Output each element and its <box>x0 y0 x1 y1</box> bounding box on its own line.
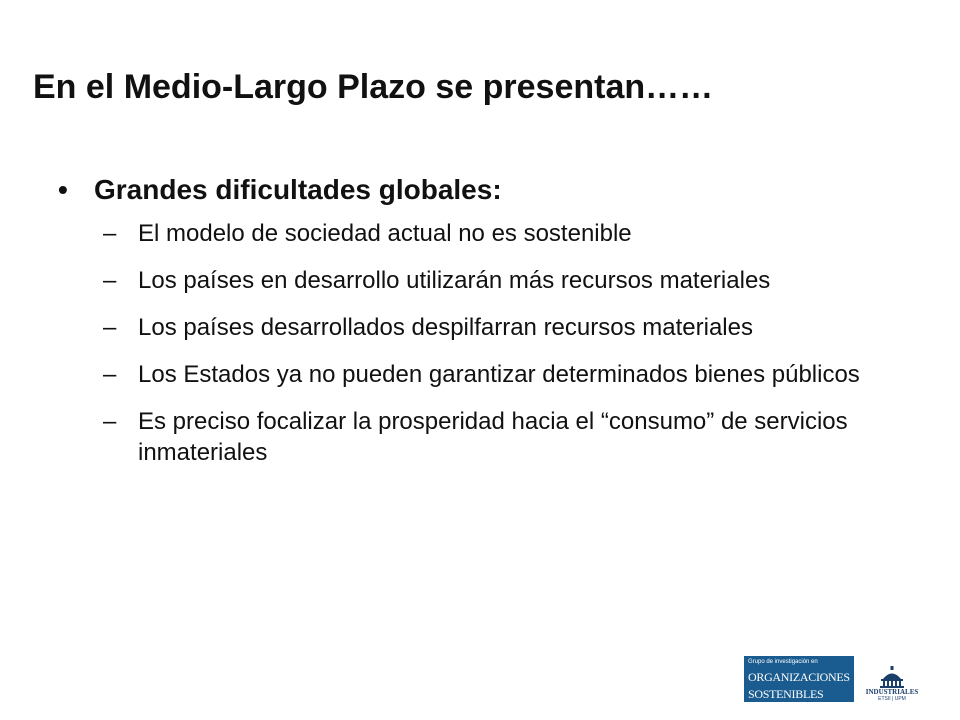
industriales-logo <box>858 656 926 702</box>
dash-marker: – <box>103 408 117 435</box>
bullet-block <box>58 174 878 484</box>
sub-bullet-list <box>58 218 878 468</box>
sub-bullet-item <box>103 406 863 468</box>
logo-org-subtitle: Grupo de investigación en <box>748 659 818 665</box>
slide-title: En el Medio-Largo Plazo se presentan…… <box>33 68 714 106</box>
bullet-dot: • <box>58 174 68 205</box>
main-bullet <box>58 174 878 206</box>
dash-marker: – <box>103 267 117 294</box>
sub-bullet-item <box>103 312 863 343</box>
logo-ind-subtitle: ETSII | UPM <box>878 696 906 702</box>
sub-bullet-text: Es preciso focalizar la prosperidad hacia el “consumo” de servicios inmateriales <box>138 408 848 466</box>
sub-bullet-text: Los países desarrollados despilfarran recursos materiales <box>138 314 753 341</box>
dash-marker: – <box>103 220 117 247</box>
sub-bullet-text: El modelo de sociedad actual no es sostenible <box>138 220 632 247</box>
sub-bullet-item <box>103 359 863 390</box>
dome-icon <box>877 666 907 688</box>
sub-bullet-text: Los Estados ya no pueden garantizar determinados bienes públicos <box>138 361 860 388</box>
dash-marker: – <box>103 314 117 341</box>
sub-bullet-text: Los países en desarrollo utilizarán más recursos materiales <box>138 267 771 294</box>
organizaciones-sostenibles-logo <box>744 656 854 702</box>
logo-ind-name: INDUSTRIALES <box>865 688 919 696</box>
dash-marker: – <box>103 361 117 388</box>
main-bullet-text: Grandes dificultades globales: <box>94 174 502 205</box>
logo-org-line2: SOSTENIBLES <box>748 687 824 701</box>
footer-logos <box>744 656 926 702</box>
sub-bullet-item <box>103 218 863 249</box>
logo-org-line1: ORGANIZACIONES <box>748 670 850 684</box>
sub-bullet-item <box>103 265 863 296</box>
